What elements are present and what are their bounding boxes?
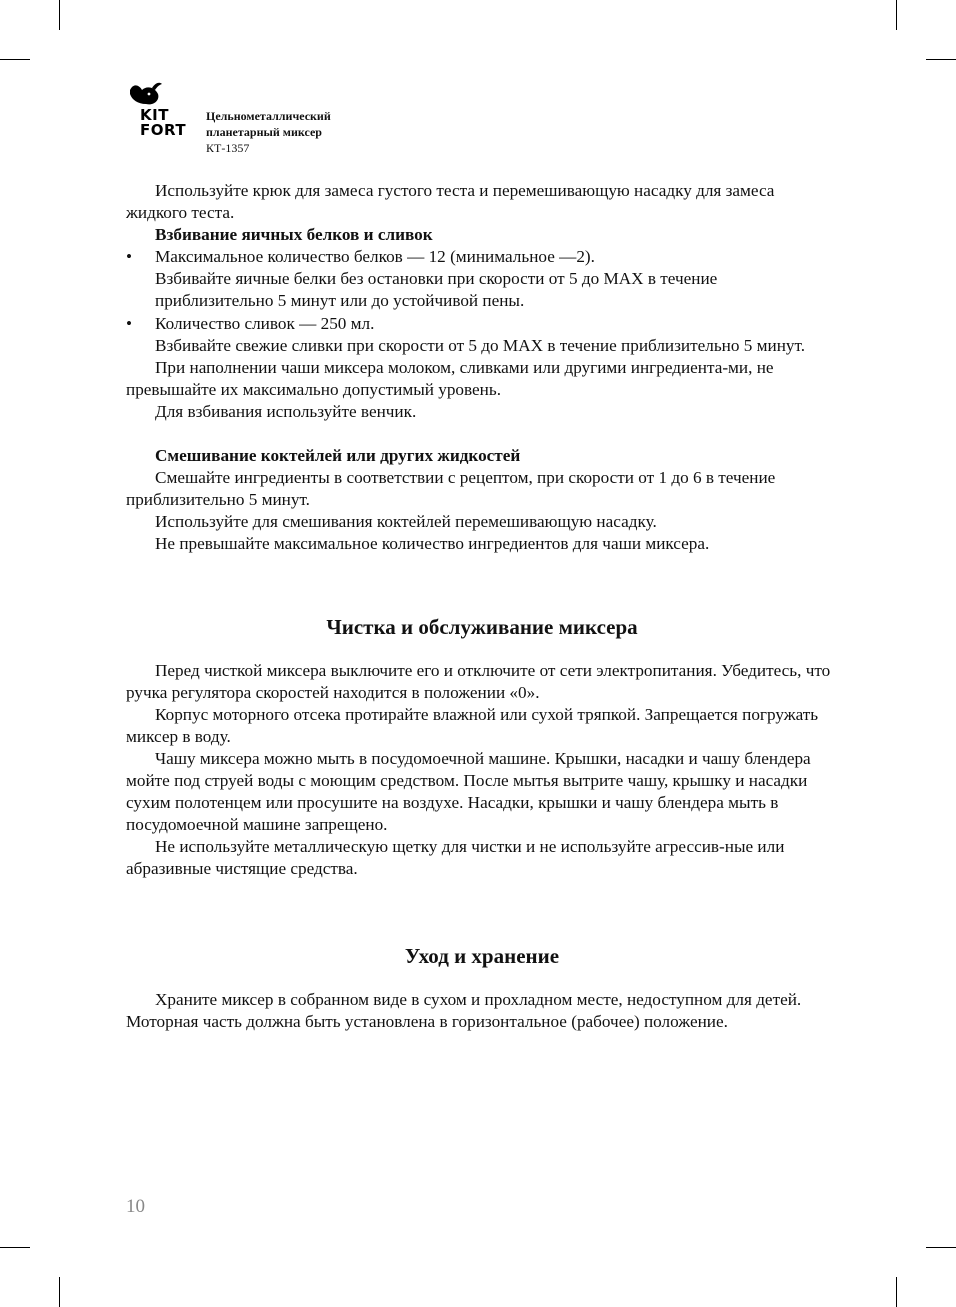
whipping-subtitle: Взбивание яичных белков и сливок	[155, 225, 433, 245]
cocktails-paragraph-2: Используйте для смешивания коктейлей перемешивающую насадку.	[155, 512, 657, 532]
crop-mark-top-right-v	[896, 0, 897, 30]
cleaning-paragraph-1: Перед чисткой миксера выключите его и отключите от сети электропитания. Убедитесь, что ручка регулятора скоростей находится в положении «0».	[126, 660, 831, 702]
crop-mark-top-left-v	[59, 0, 60, 30]
page-header	[126, 80, 526, 160]
storage-section-title: Уход и хранение	[404, 943, 560, 968]
intro-paragraph: Используйте крюк для замеса густого теста и перемешивающую насадку для замеса жидкого теста.	[126, 181, 775, 223]
crop-mark-top-right-h	[926, 59, 956, 60]
bullet: •	[126, 247, 133, 267]
cocktails-paragraph-3: Не превышайте максимальное количество ингредиентов для чаши миксера.	[155, 534, 710, 554]
whipping-list	[126, 246, 838, 356]
bullet: •	[126, 313, 133, 333]
crop-mark-top-left-h	[0, 59, 30, 60]
list-item-detail: Взбивайте свежие сливки при скорости от 5 до MAX в течение приблизительно 5 минут.	[155, 335, 806, 355]
crop-mark-bottom-right-h	[926, 1247, 956, 1248]
product-info	[206, 108, 331, 156]
storage-paragraph: Храните миксер в собранном виде в сухом и прохладном месте, недоступном для детей. Моторная часть должна быть установлена в горизонтальное (рабочее) положение.	[126, 989, 802, 1031]
product-model: КТ-1357	[206, 141, 250, 155]
list-item-detail: Взбивайте яичные белки без остановки при скорости от 5 до MAX в течение приблизительно 5 минут или до устойчивой пены.	[155, 269, 718, 311]
list-item-text: Количество сливок — 250 мл.	[155, 313, 375, 333]
crop-mark-bottom-right-v	[896, 1277, 897, 1307]
cleaning-paragraph-2: Корпус моторного отсека протирайте влажной или сухой тряпкой. Запрещается погружать миксер в воду.	[126, 704, 819, 746]
page-content	[126, 180, 838, 1033]
crop-mark-bottom-left-v	[59, 1277, 60, 1307]
crop-mark-bottom-left-h	[0, 1247, 30, 1248]
product-name-line-2: планетарный миксер	[206, 125, 322, 139]
cleaning-paragraph-4: Не используйте металлическую щетку для чистки и не используйте агрессив-ные или абразивные чистящие средства.	[126, 837, 785, 879]
list-item	[126, 246, 838, 312]
cocktails-subtitle: Смешивание коктейлей или других жидкостей	[155, 446, 521, 466]
whipping-note-2: Для взбивания используйте венчик.	[155, 401, 417, 421]
logo-line-1: KIT	[140, 106, 169, 124]
cleaning-section-title: Чистка и обслуживание миксера	[326, 614, 638, 639]
logo-line-2: FORT	[140, 121, 187, 139]
whipping-note-1: При наполнении чаши миксера молоком, сливками или другими ингредиента-ми, не превышайте их максимально допустимый уровень.	[126, 357, 774, 399]
product-name-line-1: Цельнометаллический	[206, 109, 331, 123]
kitfort-logo-text	[140, 108, 186, 138]
list-item	[126, 313, 838, 357]
cocktails-paragraph-1: Смешайте ингредиенты в соответствии с рецептом, при скорости от 1 до 6 в течение приблизительно 5 минут.	[126, 468, 776, 510]
cleaning-paragraph-3: Чашу миксера можно мыть в посудомоечной машине. Крышки, насадки и чашу блендера мойте под струей воды с моющим средством. После мытья вытрите чашу, крышку и насадки сухим полотенцем или просушите на воздухе. Насадки, крышки и чашу блендера мыть в посудомоечной машине запрещено.	[126, 748, 811, 835]
list-item-text: Максимальное количество белков — 12 (минимальное —2).	[155, 247, 595, 267]
page-number: 10	[126, 1196, 145, 1217]
